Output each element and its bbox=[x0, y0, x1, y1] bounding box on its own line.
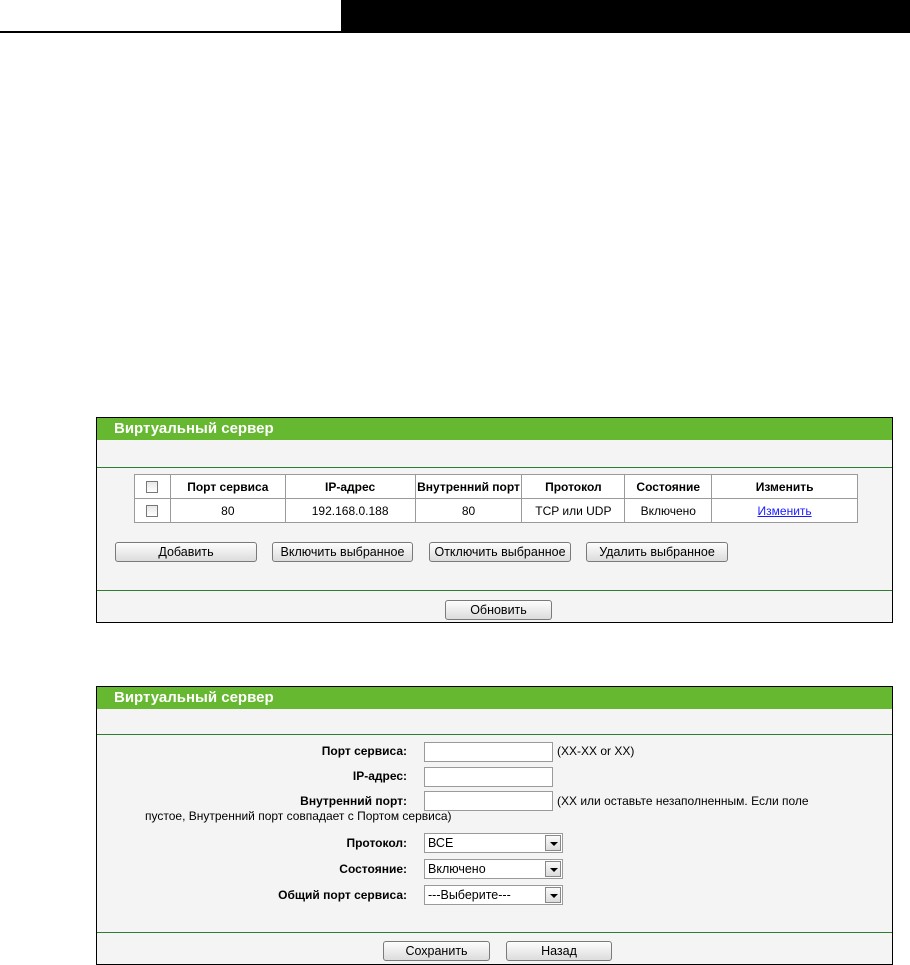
col-ip-address: IP-адрес bbox=[285, 475, 415, 499]
col-status: Состояние bbox=[625, 475, 712, 499]
cell-status: Включено bbox=[625, 499, 712, 523]
header-black-band bbox=[341, 0, 910, 33]
disable-selected-button[interactable]: Отключить выбранное bbox=[429, 542, 571, 562]
row-checkbox[interactable] bbox=[146, 505, 158, 517]
cell-internal-port: 80 bbox=[415, 499, 522, 523]
select-all-cell bbox=[135, 475, 171, 499]
col-internal-port: Внутренний порт bbox=[415, 475, 522, 499]
divider bbox=[97, 734, 892, 735]
table-row bbox=[135, 499, 858, 523]
service-port-label: Порт сервиса: bbox=[321, 744, 407, 758]
common-service-port-label: Общий порт сервиса: bbox=[278, 888, 407, 902]
ip-address-input[interactable] bbox=[424, 767, 553, 787]
virtual-server-table bbox=[134, 474, 858, 523]
protocol-select[interactable] bbox=[424, 833, 563, 853]
internal-port-hint-continued: пустое, Внутренний порт совпадает с Портом сервиса) bbox=[145, 809, 452, 823]
protocol-label: Протокол: bbox=[346, 836, 407, 850]
doc-link[interactable] bbox=[205, 186, 398, 200]
table-header-row bbox=[135, 475, 858, 499]
status-select[interactable] bbox=[424, 859, 563, 879]
internal-port-hint: (XX или оставьте незаполненным. Если поле bbox=[557, 794, 809, 808]
row-select-cell bbox=[135, 499, 171, 523]
back-button[interactable]: Назад bbox=[506, 941, 612, 961]
ip-address-label: IP-адрес: bbox=[352, 769, 407, 783]
header-underline bbox=[0, 31, 341, 33]
col-service-port: Порт сервиса bbox=[170, 475, 285, 499]
divider bbox=[97, 590, 892, 591]
service-port-input[interactable] bbox=[424, 742, 553, 762]
panel-title: Виртуальный сервер bbox=[97, 418, 892, 440]
divider bbox=[97, 467, 892, 468]
panel-title: Виртуальный сервер bbox=[97, 687, 892, 709]
enable-selected-button[interactable]: Включить выбранное bbox=[272, 542, 413, 562]
chevron-down-icon[interactable] bbox=[545, 887, 561, 903]
virtual-server-list-panel bbox=[96, 417, 893, 623]
edit-link[interactable]: Изменить bbox=[757, 503, 812, 518]
status-selected-value: Включено bbox=[428, 862, 486, 876]
service-port-hint: (XX-XX or XX) bbox=[557, 744, 635, 758]
save-button[interactable]: Сохранить bbox=[383, 941, 490, 961]
delete-selected-button[interactable]: Удалить выбранное bbox=[586, 542, 728, 562]
cell-edit bbox=[712, 499, 858, 523]
internal-port-label: Внутренний порт: bbox=[300, 794, 407, 808]
col-edit: Изменить bbox=[712, 475, 858, 499]
cell-protocol: TCP или UDP bbox=[522, 499, 625, 523]
header-left-segment bbox=[0, 0, 341, 32]
divider bbox=[97, 932, 892, 933]
status-label: Состояние: bbox=[339, 862, 407, 876]
add-button[interactable]: Добавить bbox=[115, 542, 257, 562]
cell-service-port: 80 bbox=[170, 499, 285, 523]
top-header-bar bbox=[0, 0, 910, 36]
col-protocol: Протокол bbox=[522, 475, 625, 499]
refresh-button[interactable]: Обновить bbox=[445, 600, 552, 620]
common-service-port-select[interactable] bbox=[424, 885, 563, 905]
select-all-checkbox[interactable] bbox=[146, 481, 158, 493]
cell-ip-address: 192.168.0.188 bbox=[285, 499, 415, 523]
protocol-selected-value: ВСЕ bbox=[428, 836, 454, 850]
chevron-down-icon[interactable] bbox=[545, 835, 561, 851]
common-service-port-selected-value: ---Выберите--- bbox=[428, 888, 511, 902]
chevron-down-icon[interactable] bbox=[545, 861, 561, 877]
virtual-server-form-panel bbox=[96, 686, 893, 965]
internal-port-input[interactable] bbox=[424, 791, 553, 811]
